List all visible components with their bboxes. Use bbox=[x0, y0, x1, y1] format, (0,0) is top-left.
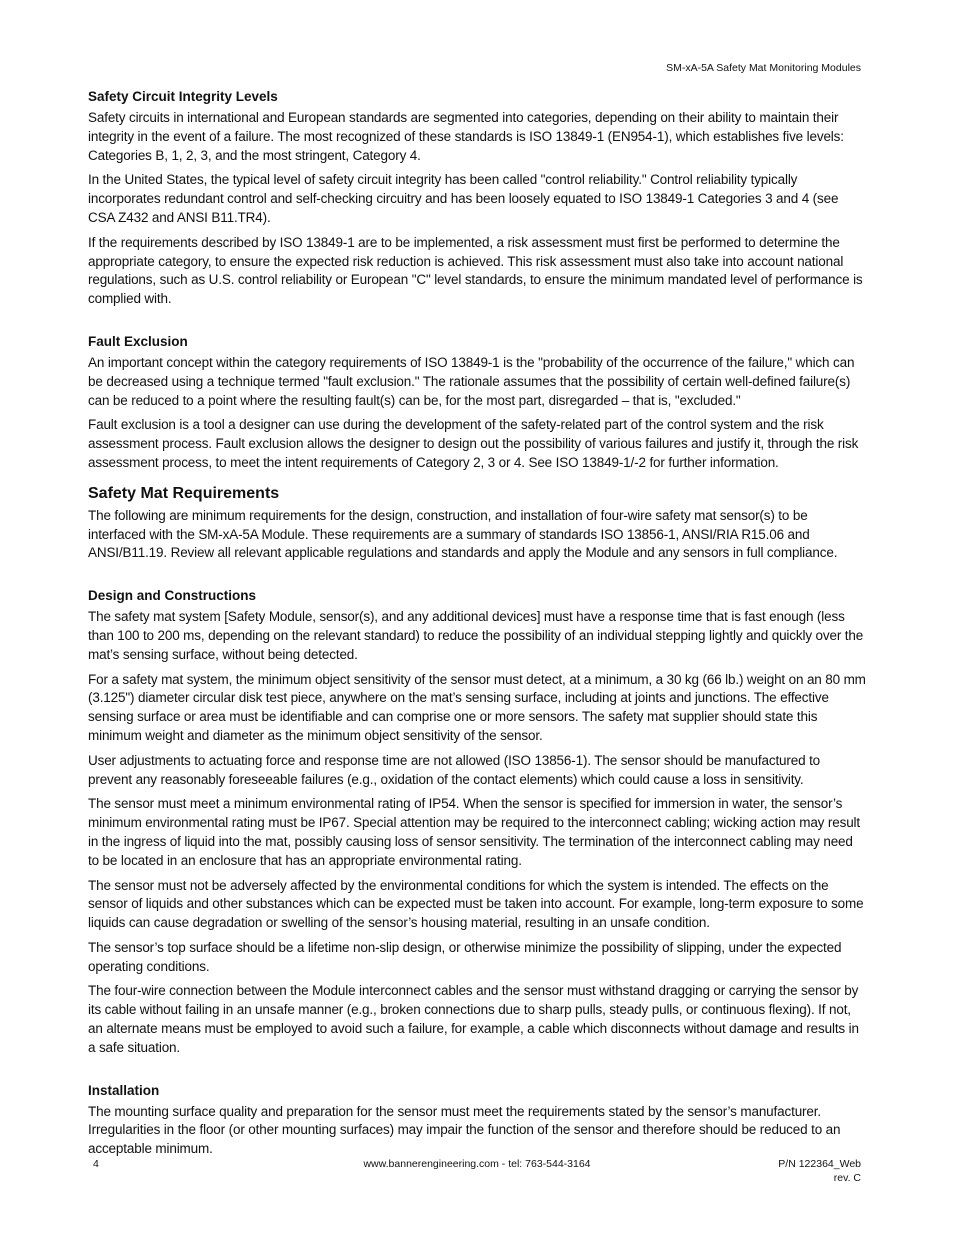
paragraph: The sensor must meet a minimum environmental rating of IP54. When the sensor is specified for immersion in water, the sensor’s minimum environmental rating must be IP67. Special attention may be required to the interconnect cabling; wicking action may result in the ingress of liquid into the mat, possibly causing loss of sensor sensitivity. The termination of the interconnect cabling may need to be located in an enclosure that has an appropriate environmental rating. bbox=[88, 796, 860, 868]
paragraph: The sensor’s top surface should be a lifetime non-slip design, or otherwise minimize the possibility of slipping, under the expected operating conditions. bbox=[88, 939, 842, 974]
heading-fault-exclusion: Fault Exclusion bbox=[88, 333, 188, 349]
heading-integrity-levels: Safety Circuit Integrity Levels bbox=[88, 89, 278, 104]
paragraph: In the United States, the typical level of safety circuit integrity has been called "control reliability." Control reliability typically incorporates redundant control and self-checking circuitry and has been loosely equated to ISO 13849-1 Categories 3 and 4 (see CSA Z432 and ANSI B11.TR4). bbox=[88, 172, 839, 225]
revision: rev. C bbox=[833, 1172, 861, 1184]
page-header: SM-xA-5A Safety Mat Monitoring Modules bbox=[666, 62, 861, 74]
part-number: P/N 122364_Web bbox=[778, 1158, 861, 1170]
paragraph: The four-wire connection between the Module interconnect cables and the sensor must withstand dragging or carrying the sensor by its cable without failing in an unsafe manner (e.g., broken connections due to sharp pulls, steady pulls, or continuous flexing). If not, an alternate means must be employed to avoid such a failure, for example, a cable which disconnects without damage and results in a safe situation. bbox=[88, 983, 859, 1055]
paragraph: An important concept within the category requirements of ISO 13849-1 is the "probability of the occurrence of the failure," which can be decreased using a technique termed "fault exclusion." The rationale assumes that the possibility of certain well-defined failure(s) can be reduced to a point where the resulting fault(s) can be, for the most part, disregarded – that is, "excluded." bbox=[88, 354, 855, 408]
paragraph: Safety circuits in international and European standards are segmented into categories, depending on their ability to maintain their integrity in the event of a failure. The most recognized of these standards is ISO 13849-1 (EN954-1), which establishes five levels: Categories B, 1, 2, 3, and the most stringent, Category 4. bbox=[88, 110, 844, 163]
paragraph: For a safety mat system, the minimum object sensitivity of the sensor must detect, at a minimum, a 30 kg (66 lb.) weight on an 80 mm (3.125") diameter circular disk test piece, anywhere on the mat’s sensing surface, including at joints and junctions. The effective sensing surface or area must be identifiable and can comprise one or more sensors. The safety mat supplier should state this minimum weight and diameter as the minimum object sensitivity of the sensor. bbox=[88, 671, 866, 743]
footer-part-info bbox=[778, 1157, 861, 1185]
heading-installation: Installation bbox=[88, 1082, 160, 1098]
paragraph: The safety mat system [Safety Module, sensor(s), and any additional devices] must have a response time that is fast enough (less than 100 to 200 ms, depending on the relevant standard) to reduce the possibility of an individual stepping lightly and quickly over the mat’s sensing surface, without being detected. bbox=[88, 609, 864, 662]
footer-contact: www.bannerengineering.com - tel: 763-544-3164 bbox=[363, 1158, 591, 1170]
heading-design-constructions: Design and Constructions bbox=[88, 588, 257, 604]
document-body bbox=[88, 88, 866, 1165]
page-number: 4 bbox=[93, 1158, 99, 1170]
paragraph: The mounting surface quality and preparation for the sensor must meet the requirements stated by the sensor’s manufacturer. Irregularities in the floor (or other mounting surfaces) may impair the function of the sensor and therefore should be reduced to an acceptable minimum. bbox=[88, 1103, 841, 1157]
paragraph: If the requirements described by ISO 13849-1 are to be implemented, a risk assessment must first be performed to determine the appropriate category, to ensure the expected risk reduction is achieved. This risk assessment must also take into account national regulations, such as U.S. control reliability or European "C" level standards, to ensure the minimum mandated level of performance is complied with. bbox=[88, 234, 863, 307]
paragraph: The sensor must not be adversely affected by the environmental conditions for which the system is intended. The effects on the sensor of liquids and other substances which can be expected must be taken into account. For example, long-term exposure to some liquids can cause degradation or swelling of the sensor’s housing material, resulting in an unsafe condition. bbox=[88, 877, 864, 931]
paragraph: Fault exclusion is a tool a designer can use during the development of the safety-related part of the control system and the risk assessment process. Fault exclusion allows the designer to design out the possibility of various failures and justify it, through the risk assessment process, to meet the intent requirements of Category 2, 3 or 4. See ISO 13849-1/-2 for further information. bbox=[88, 417, 859, 470]
heading-safety-mat-requirements: Safety Mat Requirements bbox=[88, 484, 280, 502]
paragraph: The following are minimum requirements for the design, construction, and installation of four-wire safety mat sensor(s) to be interfaced with the SM-xA-5A Module. These requirements are a summary of standards ISO 13856-1, ANSI/RIA R15.06 and ANSI/B11.19. Review all relevant applicable regulations and standards and apply the Module and any sensors in full compliance. bbox=[88, 507, 838, 561]
paragraph: User adjustments to actuating force and response time are not allowed (ISO 13856-1). The sensor should be manufactured to prevent any reasonably foreseeable failures (e.g., oxidation of the contact elements) which could cause a loss in sensitivity. bbox=[88, 752, 821, 787]
